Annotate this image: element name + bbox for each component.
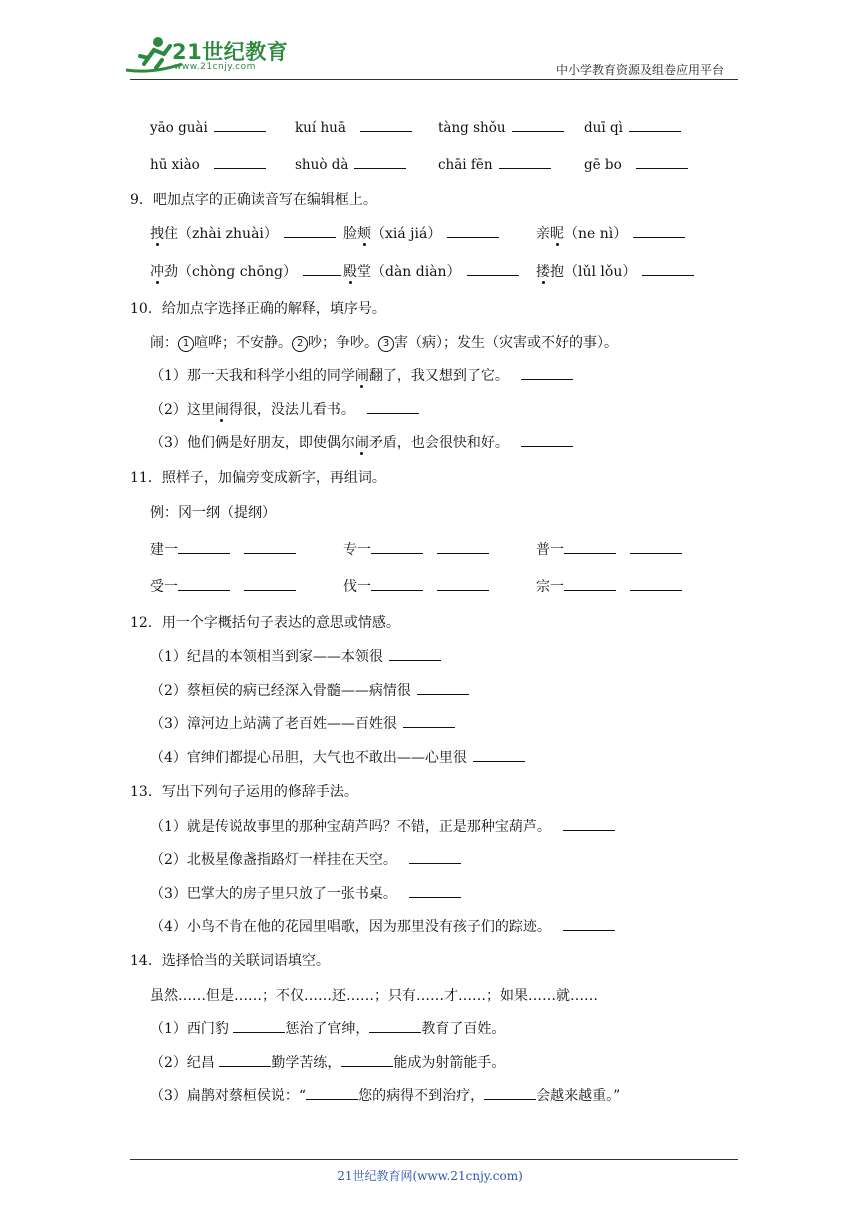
footer-link[interactable]: 21世纪教育网(www.21cnjy.com) [337, 1169, 523, 1183]
q12-item: （3）漳河边上站满了老百姓——百姓很 [150, 713, 455, 733]
q14-item: （2）纪昌 勤学苦练， 能成为射箭能手。 [150, 1052, 505, 1072]
logo-text: 21世纪教育 [172, 40, 289, 64]
pinyin-item: shuò dà [295, 154, 406, 173]
q13-item: （2）北极星像盏指路灯一样挂在天空。 [150, 849, 461, 869]
footer-divider [130, 1159, 738, 1160]
q14-item: （1）西门豹 惩治了官绅， 教育了百姓。 [150, 1018, 505, 1038]
q9-item: 殿堂（dàn diàn） [343, 261, 519, 281]
pinyin-item: yāo guài [150, 117, 266, 136]
pinyin-item: tàng shǒu [438, 117, 564, 136]
q14-options: 虽然……但是……；不仅……还……；只有……才……；如果……就…… [150, 988, 598, 1004]
q11-item: 受一 [150, 576, 296, 596]
q10-item: （3）他们俩是好朋友，即使偶尔闹矛盾，也会很快和好。 [150, 432, 573, 452]
q10-definitions: 闹： 1 喧哗；不安静。 2 吵；争吵。 3 害（病）；发生（灾害或不好的事）。 [150, 335, 618, 351]
q10-item: （1）那一天我和科学小组的同学闹翻了，我又想到了它。 [150, 365, 573, 385]
question-11-title: 11．照样子，加偏旁变成新字，再组词。 [130, 470, 386, 486]
question-9-title: 9．吧加点字的正确读音写在编辑框上。 [130, 192, 377, 208]
q9-item: 搂抱（lǔl lǒu） [536, 261, 694, 281]
q11-item: 建一 [150, 539, 296, 559]
question-10-title: 10．给加点字选择正确的解释，填序号。 [130, 301, 386, 317]
pinyin-item: chāi fēn [438, 154, 551, 173]
q11-item: 普一 [536, 539, 682, 559]
pinyin-item: gē bo [584, 154, 688, 173]
question-13-title: 13．写出下列句子运用的修辞手法。 [130, 784, 358, 800]
q9-item: 亲昵（ne nì） [536, 223, 685, 243]
q12-item: （2）蔡桓侯的病已经深入骨髓——病情很 [150, 680, 469, 700]
q9-item: 脸颊（xiá jiá） [343, 223, 499, 243]
q11-example: 例：冈一纲（提纲） [150, 505, 276, 521]
q10-item: （2）这里闹得很，没法儿看书。 [150, 399, 419, 419]
header-divider [130, 79, 738, 80]
q9-item: 冲劲（chònɡ chōnɡ） [150, 261, 341, 281]
q12-item: （1）纪昌的本领相当到家——本领很 [150, 646, 441, 666]
q14-item: （3）扁鹊对蔡桓侯说：“ 您的病得不到治疗， 会越来越重。” [150, 1085, 620, 1105]
q11-item: 宗一 [536, 576, 682, 596]
question-12-title: 12．用一个字概括句子表达的意思或情感。 [130, 615, 400, 631]
pinyin-item: kuí huā [295, 117, 412, 136]
q11-item: 伐一 [343, 576, 489, 596]
pinyin-item: duī qì [584, 117, 681, 136]
q13-item: （1）就是传说故事里的那种宝葫芦吗？不错，正是那种宝葫芦。 [150, 816, 615, 836]
header-platform-text: 中小学教育资源及组卷应用平台 [555, 63, 724, 77]
q12-item: （4）官绅们都提心吊胆，大气也不敢出——心里很 [150, 747, 525, 767]
q11-item: 专一 [343, 539, 489, 559]
q13-item: （4）小鸟不肯在他的花园里唱歌，因为那里没有孩子们的踪迹。 [150, 916, 615, 936]
question-14-title: 14．选择恰当的关联词语填空。 [130, 953, 330, 969]
logo-url: www.21cnjy.com [174, 62, 256, 72]
q9-item: 拽住（zhài zhuài） [150, 223, 336, 243]
pinyin-item: hū xiào [150, 154, 266, 173]
q13-item: （3）巴掌大的房子里只放了一张书桌。 [150, 883, 461, 903]
